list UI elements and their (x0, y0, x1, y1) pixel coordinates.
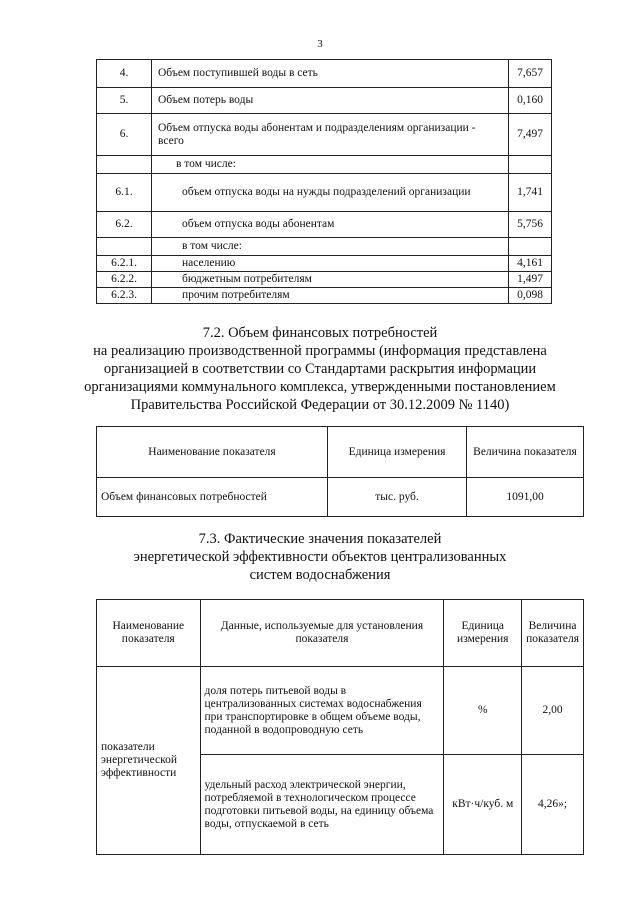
row-unit: кВт·ч/куб. м (444, 755, 522, 855)
row-value: 7,497 (509, 114, 552, 156)
row-name: Объем отпуска воды абонентам и подразделениям организации - всего (152, 114, 509, 156)
table-row (97, 212, 552, 238)
row-value: 2,00 (522, 667, 584, 755)
row-number (97, 156, 152, 174)
row-value: 1,741 (509, 174, 552, 212)
water-volume-table (96, 59, 552, 304)
header-value: Величина показателя (467, 427, 584, 478)
financial-needs-table (96, 426, 584, 517)
row-name: в том числе: (152, 238, 509, 256)
row-value: 7,657 (509, 60, 552, 88)
table-row (97, 667, 584, 755)
table-row (97, 256, 552, 272)
row-number: 6.2.3. (97, 288, 152, 304)
title-line: энергетической эффективности объектов централизованных (133, 549, 507, 565)
row-name: населению (152, 256, 509, 272)
row-number: 4. (97, 60, 152, 88)
row-name: Объем поступившей воды в сеть (152, 60, 509, 88)
row-value: 4,26»; (522, 755, 584, 855)
title-line: организацией в соответствии со Стандартами раскрытия информации (103, 361, 537, 377)
row-number: 6.1. (97, 174, 152, 212)
row-number (97, 238, 152, 256)
section-7-3-title (60, 530, 580, 584)
row-value: 4,161 (509, 256, 552, 272)
row-value: 1091,00 (467, 478, 584, 517)
row-value: 5,756 (509, 212, 552, 238)
table-row (97, 60, 552, 88)
row-number: 5. (97, 88, 152, 114)
row-number: 6.2.1. (97, 256, 152, 272)
row-value: 0,098 (509, 288, 552, 304)
table-header-row (97, 600, 584, 667)
title-line: Правительства Российской Федерации от 30.12.2009 № 1140) (130, 397, 510, 413)
header-value: Величина показателя (522, 600, 584, 667)
row-value (509, 156, 552, 174)
title-line: на реализацию производственной программы (информация представлена (93, 343, 547, 359)
title-line: 7.2. Объем финансовых потребностей (202, 325, 438, 341)
table-row (97, 174, 552, 212)
row-value: 0,160 (509, 88, 552, 114)
table-row (97, 88, 552, 114)
title-line: организациями коммунального комплекса, утвержденными постановлением (84, 379, 556, 395)
group-name: показатели энергетической эффективности (97, 667, 201, 855)
row-name: Объем потерь воды (152, 88, 509, 114)
header-data: Данные, используемые для установления показателя (200, 600, 444, 667)
row-unit: тыс. руб. (328, 478, 467, 517)
row-name: Объем финансовых потребностей (97, 478, 328, 517)
header-unit: Единица измерения (328, 427, 467, 478)
title-line: систем водоснабжения (249, 567, 391, 583)
page-number: 3 (317, 38, 323, 50)
row-name: объем отпуска воды абонентам (152, 212, 509, 238)
energy-efficiency-table (96, 599, 584, 855)
row-data: доля потерь питьевой воды в централизованных системах водоснабжения при транспортировке в общем объеме воды, поданной в водопроводную сеть (200, 667, 444, 755)
row-name: прочим потребителям (152, 288, 509, 304)
header-unit: Единица измерения (444, 600, 522, 667)
table-row (97, 288, 552, 304)
table-header-row (97, 427, 584, 478)
header-name: Наименование показателя (97, 427, 328, 478)
table-row (97, 478, 584, 517)
row-value (509, 238, 552, 256)
row-data: удельный расход электрической энергии, потребляемой в технологическом процессе подготовки питьевой воды, на единицу объема воды, отпускаемой в сеть (200, 755, 444, 855)
table-row (97, 272, 552, 288)
row-number: 6.2.2. (97, 272, 152, 288)
table-row (97, 238, 552, 256)
row-name: в том числе: (152, 156, 509, 174)
header-name: Наименование показателя (97, 600, 201, 667)
row-number: 6.2. (97, 212, 152, 238)
table-row (97, 114, 552, 156)
row-name: объем отпуска воды на нужды подразделений организации (152, 174, 509, 212)
row-name: бюджетным потребителям (152, 272, 509, 288)
row-value: 1,497 (509, 272, 552, 288)
table-row (97, 156, 552, 174)
row-unit: % (444, 667, 522, 755)
section-7-2-title (60, 324, 580, 414)
title-line: 7.3. Фактические значения показателей (198, 531, 442, 547)
row-number: 6. (97, 114, 152, 156)
